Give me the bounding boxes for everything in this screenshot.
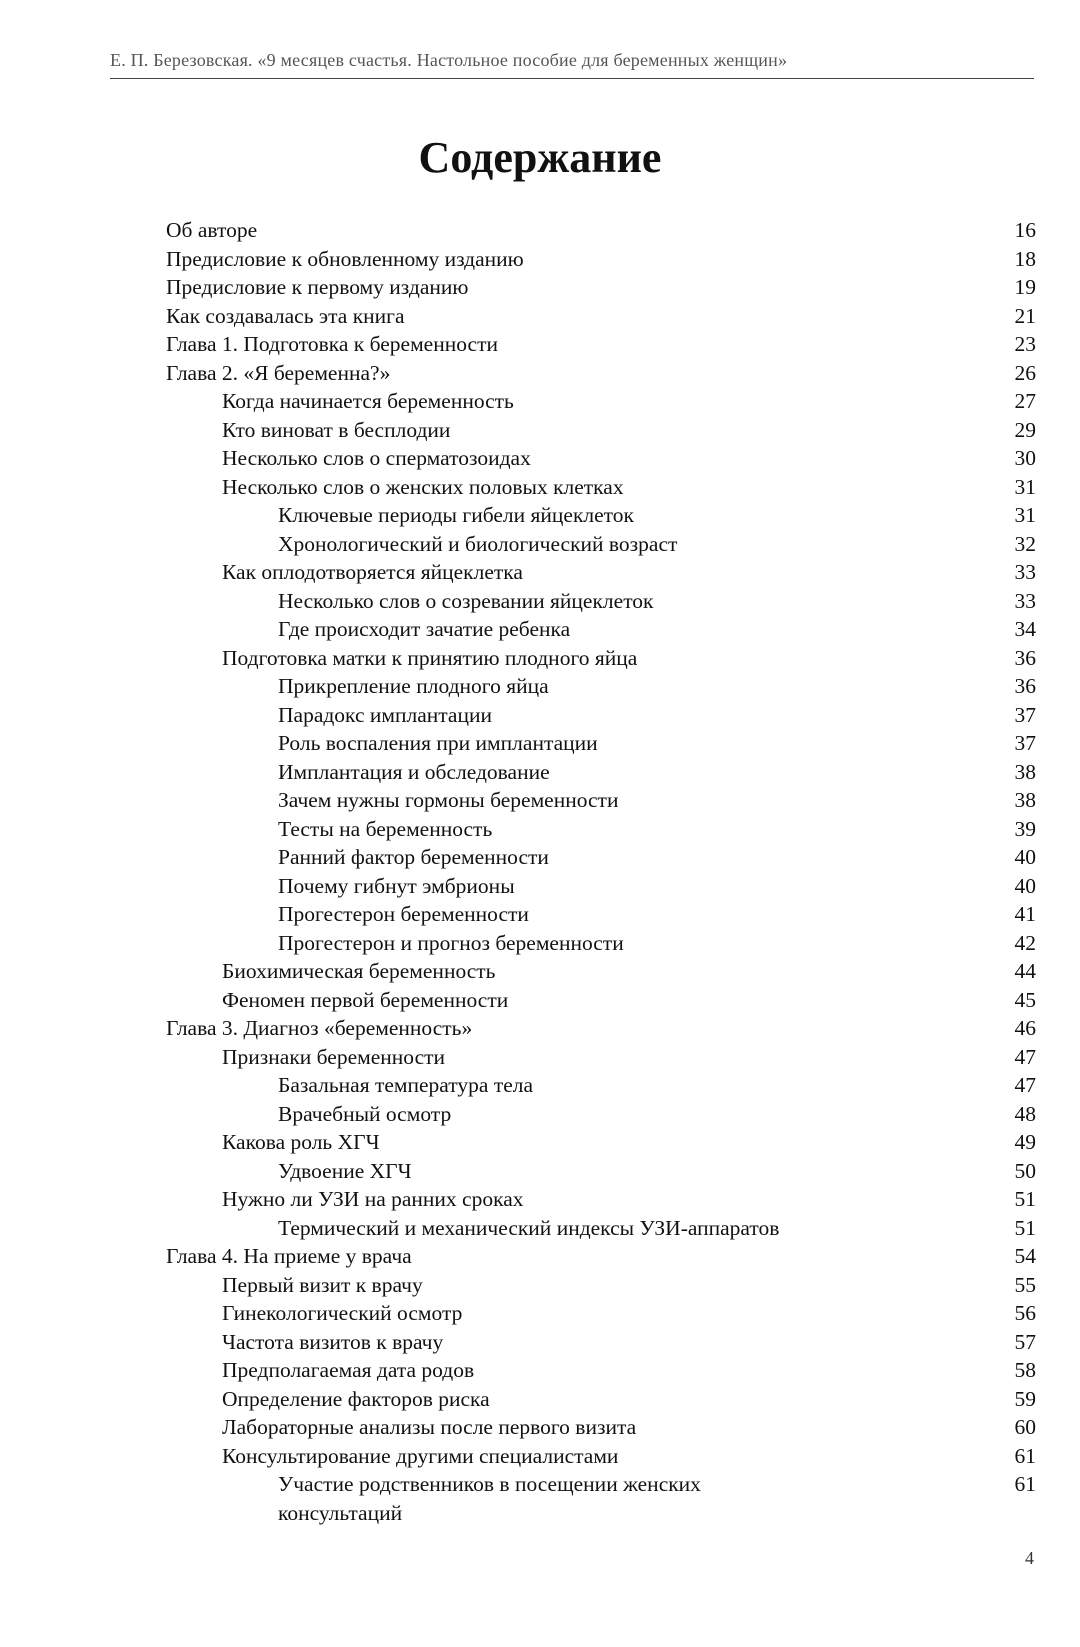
toc-entry-page: 34 [1014, 617, 1036, 641]
toc-entry-page: 61 [1014, 1443, 1036, 1468]
toc-entry[interactable] [166, 986, 1036, 1015]
toc-entry[interactable] [166, 957, 1036, 986]
toc-entry[interactable] [166, 1214, 1036, 1243]
toc-entry-title: Имплантация и обследование [278, 759, 550, 784]
toc-entry[interactable] [166, 929, 1036, 958]
toc-entry-page: 36 [1014, 674, 1036, 698]
toc-entry-page: 31 [1014, 503, 1036, 527]
toc-entry[interactable] [166, 1014, 1036, 1043]
toc-entry-title: Хронологический и биологический возраст [278, 531, 678, 556]
toc-entry-page: 36 [1014, 645, 1036, 670]
toc-entry-title: Какова роль ХГЧ [222, 1130, 380, 1154]
toc-entry[interactable] [166, 815, 1036, 844]
toc-entry-title: Биохимическая беременность [222, 959, 496, 983]
toc-entry-page: 59 [1014, 1386, 1036, 1411]
toc-entry-title: Несколько слов о женских половых клетках [222, 474, 624, 499]
toc-entry[interactable] [166, 501, 1036, 530]
toc-entry[interactable] [166, 302, 1036, 331]
toc-entry[interactable] [166, 1100, 1036, 1129]
toc-entry-page: 54 [1014, 1244, 1036, 1268]
toc-entry[interactable] [166, 1242, 1036, 1271]
toc-entry-title: Подготовка матки к принятию плодного яйца [222, 645, 638, 670]
toc-entry[interactable] [166, 1128, 1036, 1157]
toc-entry-page: 58 [1014, 1358, 1036, 1382]
toc-entry-page: 29 [1014, 417, 1036, 442]
toc-entry[interactable] [166, 843, 1036, 872]
toc-entry-page: 46 [1014, 1016, 1036, 1040]
toc-entry[interactable] [166, 473, 1036, 502]
toc-entry-page: 33 [1014, 588, 1036, 613]
toc-entry-page: 44 [1014, 959, 1036, 983]
toc-entry-title: Базальная температура тела [278, 1073, 534, 1097]
toc-entry-title: Удвоение ХГЧ [278, 1158, 412, 1183]
toc-entry[interactable] [166, 1328, 1036, 1357]
toc-entry[interactable] [166, 330, 1036, 359]
toc-entry-page: 60 [1014, 1415, 1036, 1439]
toc-entry-page: 48 [1014, 1101, 1036, 1126]
toc-entry-page: 33 [1014, 560, 1036, 584]
toc-entry-page: 38 [1014, 788, 1036, 812]
table-of-contents [166, 216, 1036, 1527]
running-header: Е. П. Березовская. «9 месяцев счастья. Настольное пособие для беременных женщин» [110, 50, 788, 70]
toc-entry-page: 21 [1014, 303, 1036, 328]
toc-entry-page: 18 [1014, 246, 1036, 271]
toc-entry[interactable] [166, 644, 1036, 673]
toc-entry[interactable] [166, 416, 1036, 445]
toc-entry[interactable] [166, 1043, 1036, 1072]
toc-entry-title: Участие родственников в посещении женских консультаций [278, 1472, 701, 1525]
toc-entry-title: Предполагаемая дата родов [222, 1358, 475, 1382]
toc-entry-page: 39 [1014, 816, 1036, 841]
toc-entry-page: 31 [1014, 474, 1036, 499]
toc-entry-title: Первый визит к врачу [222, 1272, 423, 1297]
toc-entry-title: Ключевые периоды гибели яйцеклеток [278, 503, 634, 527]
toc-entry[interactable] [166, 216, 1036, 245]
page-number: 4 [1025, 1548, 1034, 1568]
toc-entry-page: 47 [1014, 1044, 1036, 1069]
toc-entry-title: Консультирование другими специалистами [222, 1443, 619, 1468]
toc-entry-title: Глава 3. Диагноз «беременность» [166, 1016, 473, 1040]
toc-entry-page: 55 [1014, 1272, 1036, 1297]
toc-entry-title: Где происходит зачатие ребенка [278, 617, 571, 641]
toc-entry[interactable] [166, 1299, 1036, 1328]
toc-entry[interactable] [166, 1071, 1036, 1100]
toc-entry-page: 19 [1014, 275, 1036, 299]
toc-entry-page: 38 [1014, 759, 1036, 784]
toc-entry-title: Когда начинается беременность [222, 389, 514, 413]
toc-entry[interactable] [166, 701, 1036, 730]
toc-entry-page: 30 [1014, 446, 1036, 470]
toc-entry-title: Тесты на беременность [278, 816, 493, 841]
toc-entry-page: 26 [1014, 360, 1036, 385]
toc-entry-title: Предисловие к первому изданию [166, 275, 469, 299]
toc-entry-title: Признаки беременности [222, 1044, 446, 1069]
toc-entry[interactable] [166, 1271, 1036, 1300]
toc-entry-page: 40 [1014, 845, 1036, 869]
toc-entry-page: 37 [1014, 702, 1036, 727]
toc-entry[interactable] [166, 558, 1036, 587]
toc-entry-title: Предисловие к обновленному изданию [166, 246, 524, 271]
toc-entry-title: Лабораторные анализы после первого визита [222, 1415, 637, 1439]
toc-entry[interactable] [166, 786, 1036, 815]
toc-entry-title: Глава 1. Подготовка к беременности [166, 332, 498, 356]
toc-entry[interactable] [166, 359, 1036, 388]
toc-entry-title: Ранний фактор беременности [278, 845, 549, 869]
toc-entry-title: Термический и механический индексы УЗИ-аппаратов [278, 1215, 780, 1240]
toc-entry-page: 23 [1014, 332, 1036, 356]
toc-entry-title: Прогестерон беременности [278, 902, 529, 926]
toc-entry-page: 32 [1014, 531, 1036, 556]
toc-entry-title: Парадокс имплантации [278, 702, 492, 727]
toc-entry[interactable] [166, 615, 1036, 644]
toc-entry-page: 51 [1014, 1187, 1036, 1211]
toc-entry[interactable] [166, 729, 1036, 758]
toc-entry-page: 61 [1014, 1472, 1036, 1496]
toc-entry-title: Феномен первой беременности [222, 987, 509, 1012]
toc-entry[interactable] [166, 387, 1036, 416]
toc-entry-title: Об авторе [166, 218, 258, 242]
toc-entry[interactable] [166, 1385, 1036, 1414]
toc-entry[interactable] [166, 245, 1036, 274]
toc-entry-title: Врачебный осмотр [278, 1101, 452, 1126]
toc-entry-page: 49 [1014, 1130, 1036, 1154]
toc-entry-title: Кто виноват в бесплодии [222, 417, 451, 442]
toc-entry-page: 27 [1014, 389, 1036, 413]
toc-entry-title: Частота визитов к врачу [222, 1329, 444, 1354]
toc-entry-page: 50 [1014, 1158, 1036, 1183]
toc-entry-title: Глава 2. «Я беременна?» [166, 360, 391, 385]
toc-entry[interactable] [166, 1185, 1036, 1214]
toc-entry-page: 40 [1014, 873, 1036, 898]
toc-entry[interactable] [166, 1356, 1036, 1385]
toc-entry[interactable] [166, 758, 1036, 787]
toc-entry[interactable] [166, 587, 1036, 616]
toc-entry-title: Прогестерон и прогноз беременности [278, 930, 624, 955]
toc-entry[interactable] [166, 672, 1036, 701]
toc-entry-title: Прикрепление плодного яйца [278, 674, 549, 698]
toc-entry-title: Несколько слов о сперматозоидах [222, 446, 531, 470]
toc-entry-title: Зачем нужны гормоны беременности [278, 788, 619, 812]
toc-entry-title: Несколько слов о созревании яйцеклеток [278, 588, 654, 613]
toc-entry-page: 47 [1014, 1073, 1036, 1097]
toc-entry-title: Гинекологический осмотр [222, 1301, 463, 1325]
toc-entry-title: Как создавалась эта книга [166, 303, 405, 328]
toc-entry-page: 56 [1014, 1301, 1036, 1325]
toc-entry-page: 41 [1014, 902, 1036, 926]
toc-entry-page: 45 [1014, 987, 1036, 1012]
toc-entry-title: Как оплодотворяется яйцеклетка [222, 560, 523, 584]
toc-entry-page: 42 [1014, 930, 1036, 955]
toc-entry-page: 51 [1014, 1215, 1036, 1240]
toc-entry-title: Нужно ли УЗИ на ранних сроках [222, 1187, 524, 1211]
toc-entry-title: Почему гибнут эмбрионы [278, 873, 515, 898]
page-title: Содержание [418, 133, 662, 182]
toc-entry-page: 57 [1014, 1329, 1036, 1354]
toc-entry[interactable] [166, 444, 1036, 473]
toc-entry-page: 37 [1014, 731, 1036, 755]
toc-entry-title: Глава 4. На приеме у врача [166, 1244, 412, 1268]
toc-entry-title: Роль воспаления при имплантации [278, 731, 598, 755]
toc-entry[interactable] [166, 273, 1036, 302]
toc-entry[interactable] [166, 1442, 1036, 1471]
toc-entry-page: 16 [1014, 218, 1036, 242]
toc-entry-title: Определение факторов риска [222, 1386, 490, 1411]
toc-entry[interactable] [166, 872, 1036, 901]
toc-entry[interactable] [166, 1413, 1036, 1442]
toc-entry[interactable] [166, 900, 1036, 929]
header-rule [110, 78, 1034, 79]
toc-entry[interactable] [166, 1470, 1036, 1527]
toc-entry[interactable] [166, 530, 1036, 559]
toc-entry[interactable] [166, 1157, 1036, 1186]
